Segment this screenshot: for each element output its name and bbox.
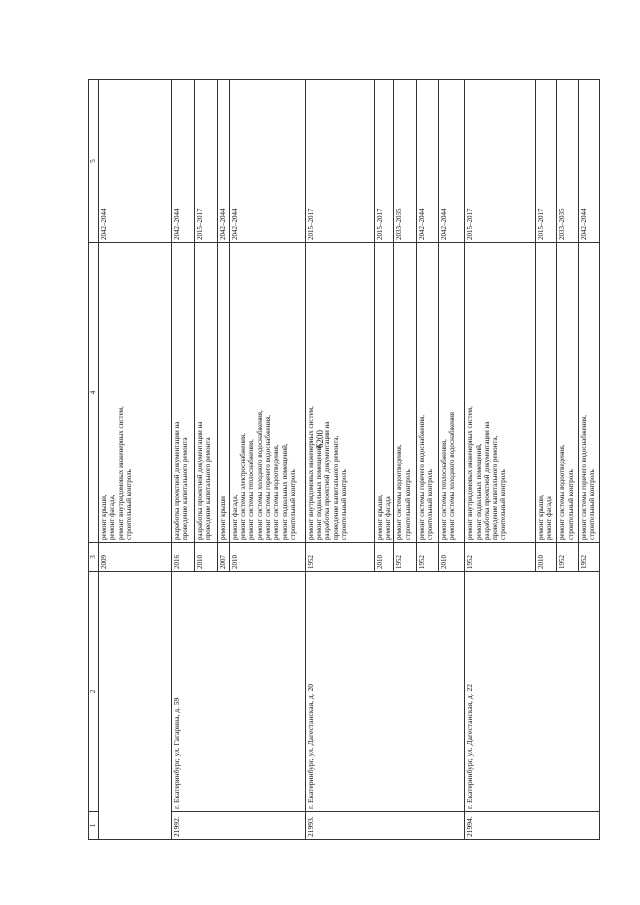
continuation-cell xyxy=(99,572,172,840)
work-line: проведение капитального ремонта, xyxy=(491,435,500,540)
work-line: ремонт крыши, xyxy=(375,494,384,540)
work-line: ремонт системы теплоснабжения, xyxy=(247,439,256,540)
period-cell: 2015–2017 xyxy=(195,80,218,243)
works-cell xyxy=(394,243,416,543)
work-line: ремонт внутридомовых инженерных систем, xyxy=(466,406,475,540)
work-line: ремонт подвальных помещений, xyxy=(315,443,324,540)
work-line: ремонт системы горячего водоснабжения, xyxy=(417,414,426,540)
table-row xyxy=(465,80,536,840)
period-cell: 2042–2044 xyxy=(229,80,305,243)
works-cell xyxy=(218,243,229,543)
header-col-4: 4 xyxy=(89,243,99,543)
work-line: ремонт системы теплоснабжения, xyxy=(439,439,448,540)
works-cell xyxy=(99,243,172,543)
work-line: строительный контроль xyxy=(426,469,434,540)
header-col-2: 2 xyxy=(89,572,99,812)
work-line: строительный контроль xyxy=(124,469,133,540)
address-cell: г. Екатеринбург, ул. Дагестанская, д. 20 xyxy=(305,572,465,812)
works-cell xyxy=(416,243,438,543)
header-col-3: 3 xyxy=(89,543,99,572)
work-line: строительный контроль xyxy=(587,469,596,540)
year-cell: 1952 xyxy=(416,543,438,572)
work-line: разработка проектной документации на xyxy=(172,421,181,540)
work-line: проведение капитального ремонта xyxy=(181,437,190,540)
period-cell: 2042–2044 xyxy=(99,80,172,243)
period-cell: 2042–2044 xyxy=(438,80,464,243)
row-number: 21992. xyxy=(171,812,305,840)
work-line: строительный контроль xyxy=(566,469,575,540)
work-line: ремонт системы горячего водоснабжения, xyxy=(264,414,273,540)
works-cell xyxy=(229,243,305,543)
period-cell: 2015–2017 xyxy=(305,80,374,243)
work-line: ремонт крыши xyxy=(219,496,228,540)
year-cell: 2010 xyxy=(195,543,218,572)
work-line: ремонт системы холодного водоснабжения xyxy=(448,412,457,540)
period-cell: 2042–2044 xyxy=(416,80,438,243)
work-line: ремонт фасада xyxy=(545,496,554,540)
year-cell: 2009 xyxy=(99,543,172,572)
works-cell xyxy=(374,243,394,543)
work-line: строительный контроль xyxy=(499,469,508,540)
year-cell: 2010 xyxy=(438,543,464,572)
year-cell: 2010 xyxy=(374,543,394,572)
work-line: ремонт системы водоотведения, xyxy=(558,444,567,540)
work-line: ремонт системы водоотведения, xyxy=(395,444,404,540)
period-cell: 2015–2017 xyxy=(465,80,536,243)
year-cell: 2010 xyxy=(536,543,557,572)
year-cell: 1952 xyxy=(394,543,416,572)
year-cell: 2007 xyxy=(218,543,229,572)
work-line: ремонт внутридомовых инженерных систем, xyxy=(306,406,315,540)
work-line: ремонт системы холодного водоснабжения, xyxy=(255,410,264,540)
work-line: ремонт фасада, xyxy=(230,494,239,540)
work-line: ремонт крыши, xyxy=(537,494,546,540)
period-cell: 2015–2017 xyxy=(374,80,394,243)
header-col-1: 1 xyxy=(89,812,99,840)
works-cell xyxy=(305,243,374,543)
address-cell: г. Екатеринбург, ул. Дагестанская, д. 22 xyxy=(465,572,600,812)
works-cell xyxy=(171,243,194,543)
work-line: ремонт системы водоотведения, xyxy=(272,444,281,540)
address-cell: г. Екатеринбург, ул. Гагарина, д. 59 xyxy=(171,572,305,812)
work-line: ремонт внутридомовых инженерных систем, xyxy=(116,406,125,540)
period-cell: 2033–2035 xyxy=(394,80,416,243)
work-line: разработка проектной документации на xyxy=(323,421,332,540)
year-cell: 2010 xyxy=(229,543,305,572)
work-line: проведение капитального ремонта xyxy=(204,437,213,540)
work-line: ремонт крыши, xyxy=(100,494,108,540)
work-line: разработка проектной документации на xyxy=(196,421,205,540)
header-row xyxy=(89,80,99,840)
year-cell: 1952 xyxy=(465,543,536,572)
period-cell: 2042–2044 xyxy=(578,80,599,243)
work-line: ремонт подвальных помещений, xyxy=(474,443,483,540)
works-cell xyxy=(557,243,578,543)
row-number: 21993. xyxy=(305,812,465,840)
repair-schedule-table xyxy=(88,79,600,840)
works-cell xyxy=(195,243,218,543)
page-number: 6200 xyxy=(315,430,325,448)
header-col-5: 5 xyxy=(89,80,99,243)
rotated-table-wrapper xyxy=(88,80,600,840)
works-cell xyxy=(578,243,599,543)
work-line: ремонт фасада, xyxy=(108,494,117,540)
period-cell: 2015–2017 xyxy=(536,80,557,243)
work-line: проведение капитального ремонта, xyxy=(331,435,340,540)
work-line: ремонт системы горячего водоснабжения, xyxy=(579,414,588,540)
period-cell: 2042–2044 xyxy=(218,80,229,243)
works-cell xyxy=(438,243,464,543)
work-line: строительный контроль xyxy=(339,469,348,540)
period-cell: 2033–2035 xyxy=(557,80,578,243)
work-line: разработка проектной документации на xyxy=(482,421,491,540)
year-cell: 1952 xyxy=(557,543,578,572)
works-cell xyxy=(536,243,557,543)
work-line: строительный контроль xyxy=(288,469,297,540)
work-line: строительный контроль xyxy=(403,469,412,540)
row-number: 21994. xyxy=(465,812,600,840)
period-cell: 2042–2044 xyxy=(171,80,194,243)
year-cell: 1952 xyxy=(305,543,374,572)
table-row xyxy=(171,80,194,840)
table-row xyxy=(99,80,172,840)
year-cell: 2016 xyxy=(171,543,194,572)
work-line: ремонт фасада xyxy=(383,496,392,540)
work-line: ремонт подвальных помещений, xyxy=(280,443,289,540)
table-row xyxy=(305,80,374,840)
work-line: ремонт системы электроснабжения, xyxy=(239,433,248,540)
works-cell xyxy=(465,243,536,543)
year-cell: 1952 xyxy=(578,543,599,572)
